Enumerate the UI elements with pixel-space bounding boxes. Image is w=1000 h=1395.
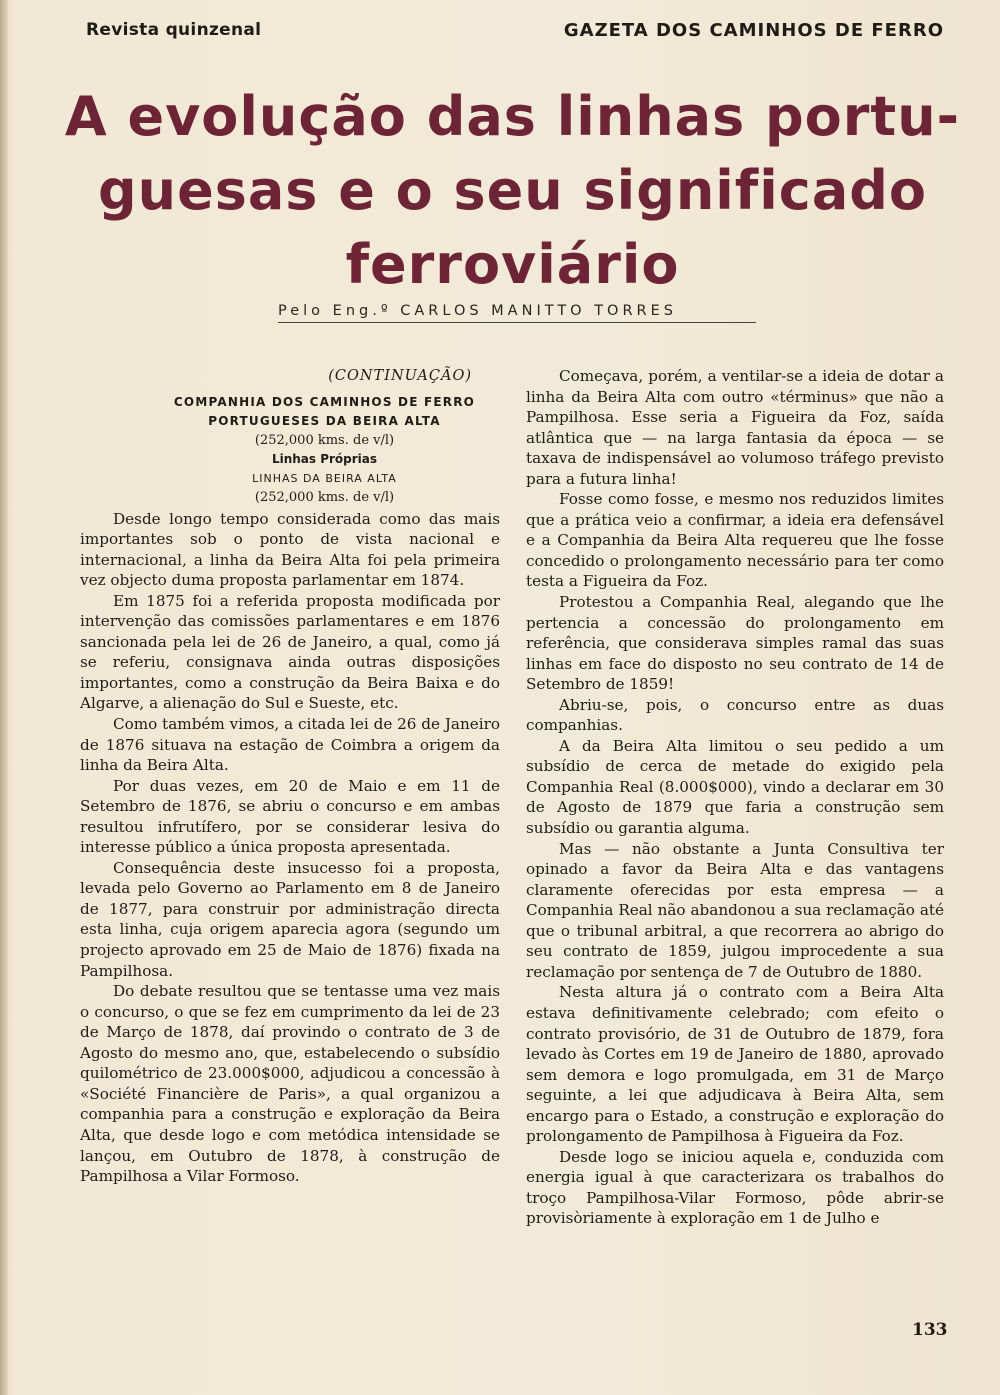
paragraph: Começava, porém, a ventilar-se a ideia de dotar a linha da Beira Alta com outro «términus» que não a Pampilhosa. Esse seria a Figueira da Foz, saída atlântica que — na larga fantasia da época — se taxava de indispensável ao volumoso tráfego previsto para a futura linha! — [526, 367, 944, 488]
paragraph: Fosse como fosse, e mesmo nos reduzidos limites que a prática veio a confirmar, a ideia era defensável e a Companhia da Beira Alta requereu que lhe fosse concedido o prolongamento necessário para ter como testa a Figueira da Foz. — [526, 490, 944, 591]
subheading-own-lines: Linhas Próprias — [271, 451, 378, 466]
section-heading-block — [116, 393, 500, 507]
continuation-label: (CONTINUAÇÃO) — [328, 368, 472, 384]
running-header-left: Revista quinzenal — [86, 20, 262, 40]
author-byline: Pelo Eng.º CARLOS MANITTO TORRES — [278, 303, 677, 319]
page-number: 133 — [912, 1320, 948, 1340]
paragraph: Consequência deste insucesso foi a proposta, levada pelo Governo ao Parlamento em 8 de Janeiro de 1877, para construir por administração directa esta linha, cuja origem aparecia agora (segundo um projecto aprovado em 25 de Maio de 1876) fixada na Pampilhosa. — [80, 858, 500, 980]
binding-edge — [0, 0, 8, 1395]
paragraph: Abriu-se, pois, o concurso entre as duas companhias. — [526, 695, 944, 735]
paragraph: Desde longo tempo considerada como das mais importantes sob o ponto de vista nacional e internacional, a linha da Beira Alta foi pela primeira vez objecto duma proposta parlamentar em 1874. — [80, 509, 500, 590]
paragraph: Protestou a Companhia Real, alegando que lhe pertencia a concessão do prolongamento em referência, que considerava simples ramal das suas linhas em face do disposto no seu contrato de 14 de Setembro de 1859! — [526, 593, 944, 694]
article-title — [60, 80, 965, 302]
paragraph: A da Beira Alta limitou o seu pedido a um subsídio de cerca de metade do exigido pela Companhia Real (8.000$000), vindo a declarar em 30 de Agosto de 1879 que faria a construção sem subsídio ou garantia alguma. — [526, 736, 944, 838]
company-heading-line-2: PORTUGUESES DA BEIRA ALTA — [208, 413, 441, 428]
subheading-beira-alta-lines: LINHAS DA BEIRA ALTA — [252, 471, 397, 485]
paragraph: Desde logo se iniciou aquela e, conduzida com energia igual à que caracterizara os trabalhos do troço Pampilhosa-Vilar Formoso, pôde abrir-se provisòriamente à exploração em 1 de Julho e — [526, 1147, 944, 1228]
network-length-2: (252,000 kms. de v/l) — [254, 489, 395, 505]
paragraph: Do debate resultou que se tentasse uma vez mais o concurso, o que se fez em cumprimento da lei de 23 de Março de 1878, daí provindo o contrato de 3 de Agosto do mesmo ano, que, estabelecendo o subsídio quilométrico de 23.000$000, adjudicou a concessão à «Société Financière de Paris», a qual organizou a companhia para a construção e exploração da Beira Alta, que desde logo e com metódica intensidade se lançou, em Outubro de 1878, à construção de Pampilhosa a Vilar Formoso. — [80, 982, 500, 1186]
title-line-2: guesas e o seu significado — [97, 159, 928, 222]
paragraph: Como também vimos, a citada lei de 26 de Janeiro de 1876 situava na estação de Coimbra a origem da linha da Beira Alta. — [80, 715, 501, 775]
paragraph: Mas — não obstante a Junta Consultiva ter opinado a favor da Beira Alta e das vantagens claramente oferecidas por esta empresa — a Companhia Real não abandonou a sua reclamação até que o tribunal arbitral, a que recorrera ao abrigo do seu contrato de 1859, julgou improcedente a sua reclamação por sentença de 7 de Outubro de 1880. — [526, 839, 944, 981]
paragraph: Por duas vezes, em 20 de Maio e em 11 de Setembro de 1876, se abriu o concurso e em ambas resultou infrutífero, por se considerar lesiva do interesse público a única proposta apresentada. — [80, 776, 500, 857]
paragraph: Em 1875 foi a referida proposta modificada por intervenção das comissões parlamentares e em 1876 sancionada pela lei de 26 de Janeiro, a qual, como já se referiu, consignava ainda outras disposições importantes, como a construção da Beira Baixa e do Algarve, a alienação do Sul e Sueste, etc. — [80, 591, 500, 713]
running-header-right: GAZETA DOS CAMINHOS DE FERRO — [563, 20, 944, 41]
paragraph: Nesta altura já o contrato com a Beira Alta estava definitivamente celebrado; com efeito o contrato provisório, de 31 de Outubro de 1879, fora levado às Cortes em 19 de Janeiro de 1880, aprovado sem demora e logo promulgada, em 31 de Março seguinte, a lei que adjudicava à Beira Alta, sem encargo para o Estado, a construção e exploração do prolongamento de Pampilhosa à Figueira da Foz. — [526, 983, 944, 1146]
right-column — [526, 366, 944, 1229]
left-column — [80, 366, 500, 1187]
title-line-1: A evolução das linhas portu- — [64, 85, 961, 148]
network-length-1: (252,000 kms. de v/l) — [254, 432, 395, 448]
company-heading-line-1: COMPANHIA DOS CAMINHOS DE FERRO — [173, 394, 476, 409]
byline-rule — [278, 322, 756, 323]
title-line-3: ferroviário — [345, 233, 680, 296]
